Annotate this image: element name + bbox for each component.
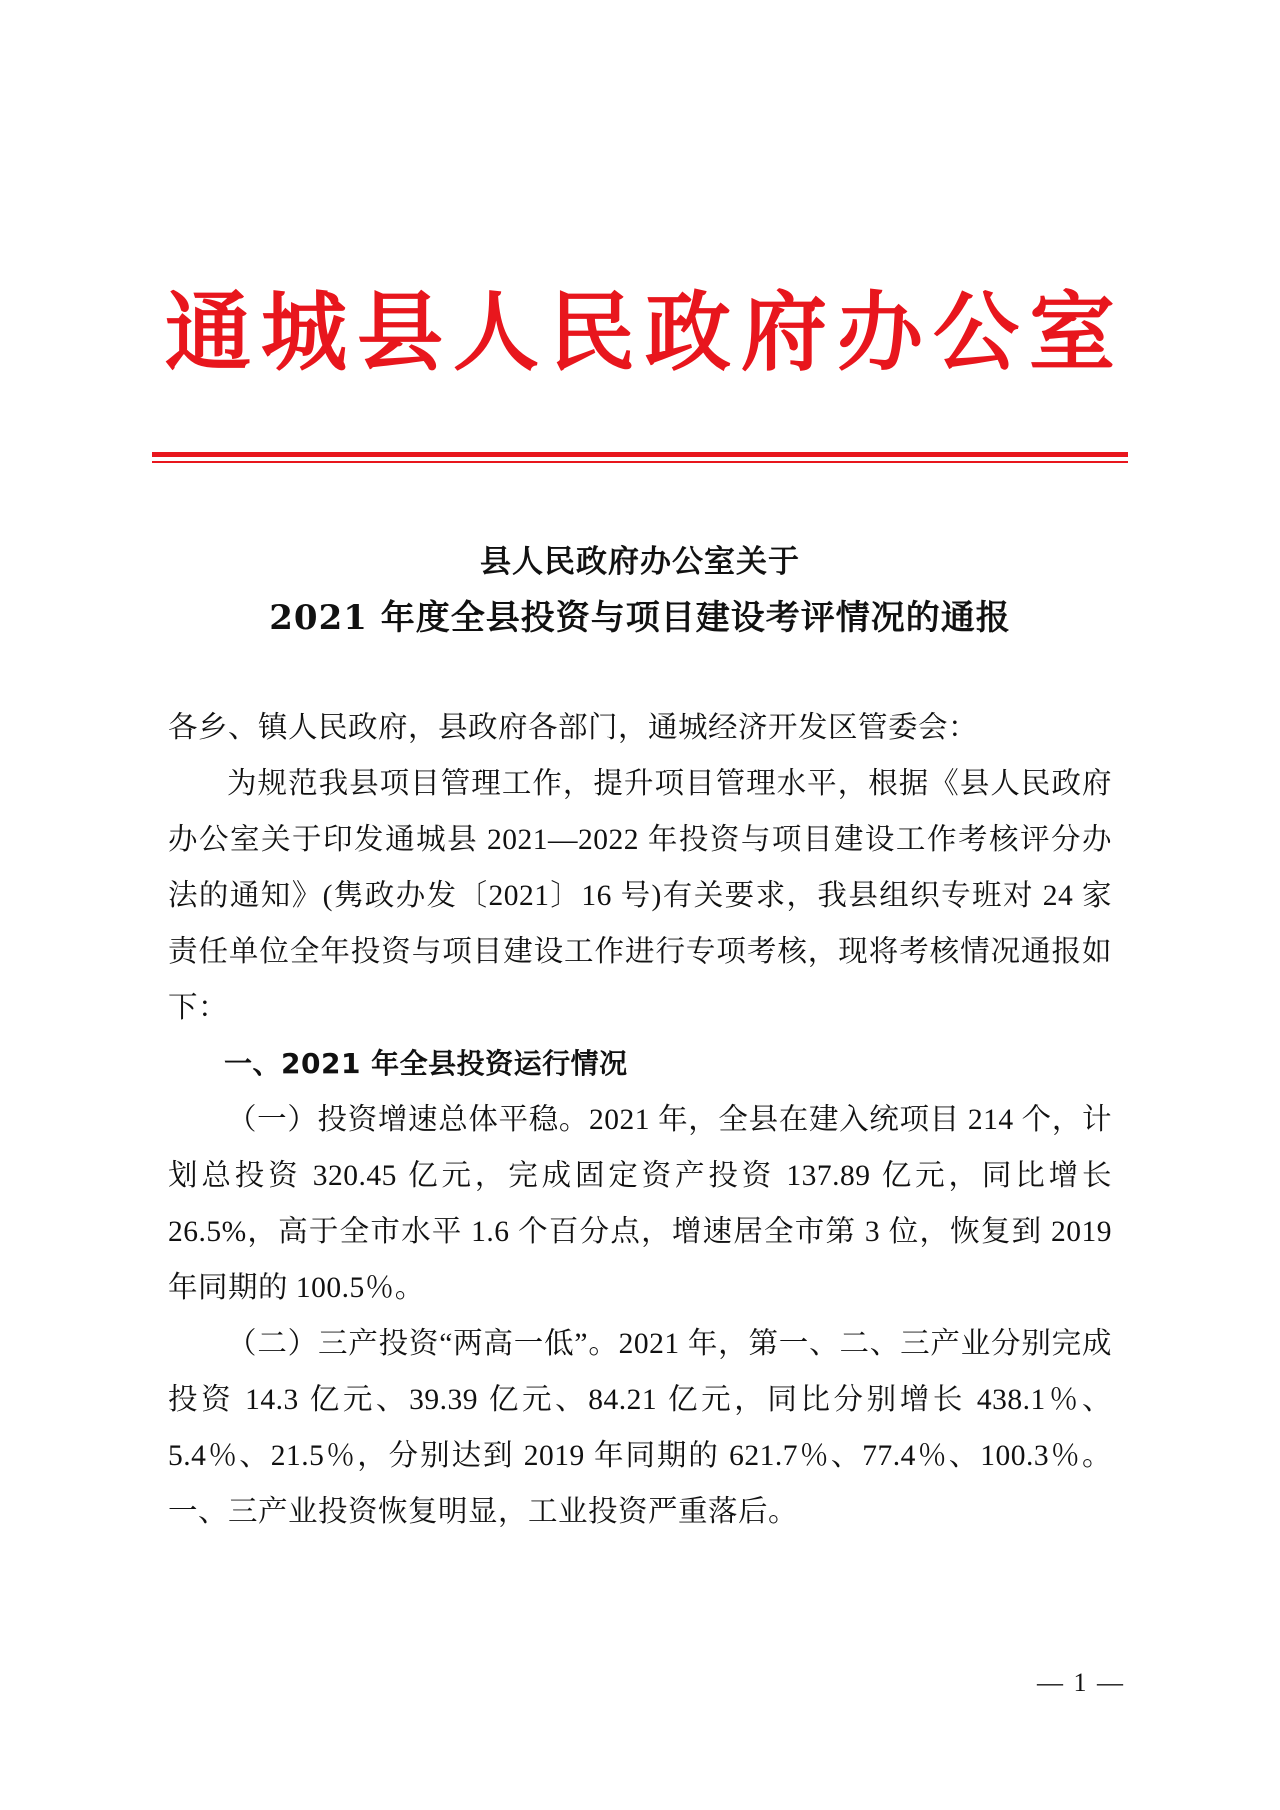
issuing-organization: 通城县人民政府办公室 [165,282,1125,383]
paragraph-item-2: （二）三产投资“两高一低”。2021 年，第一、二、三产业分别完成投资 14.3 亿元、39.39 亿元、84.21 亿元，同比分别增长 438.1％、5.4％、21.5％，分别达到 2019 年同期的 621.7％、77.4％、100.3％。一、三产业投资恢复明显，工业投资严重落后。 [168,1328,1112,1528]
page-title-line-1: 县人民政府办公室关于 [480,544,800,580]
masthead [0,282,1280,383]
section-heading-one: 一、2021 年全县投资运行情况 [224,1047,628,1080]
document-body [168,700,1112,1540]
masthead-divider-thin [152,461,1128,463]
page-title [0,535,1280,647]
masthead-divider [152,452,1128,463]
page-number: — 1 — [1037,1668,1125,1697]
paragraph-item-1: （一）投资增速总体平稳。2021 年，全县在建入统项目 214 个，计划总投资 320.45 亿元，完成固定资产投资 137.89 亿元，同比增长 26.5%，高于全市水平 1.6 个百分点，增速居全市第 3 位，恢复到 2019 年同期的 100.5％。 [168,1104,1112,1304]
page-title-line-2: 2021 年度全县投资与项目建设考评情况的通报 [269,598,1011,638]
paragraph-preamble: 为规范我县项目管理工作，提升项目管理水平，根据《县人民政府办公室关于印发通城县 2021—2022 年投资与项目建设工作考核评分办法的通知》(隽政办发〔2021〕16 号)有关要求，我县组织专班对 24 家责任单位全年投资与项目建设工作进行专项考核，现将考核情况通报如下： [168,768,1112,1024]
paragraph-salutation: 各乡、镇人民政府，县政府各部门，通城经济开发区管委会： [168,712,979,744]
